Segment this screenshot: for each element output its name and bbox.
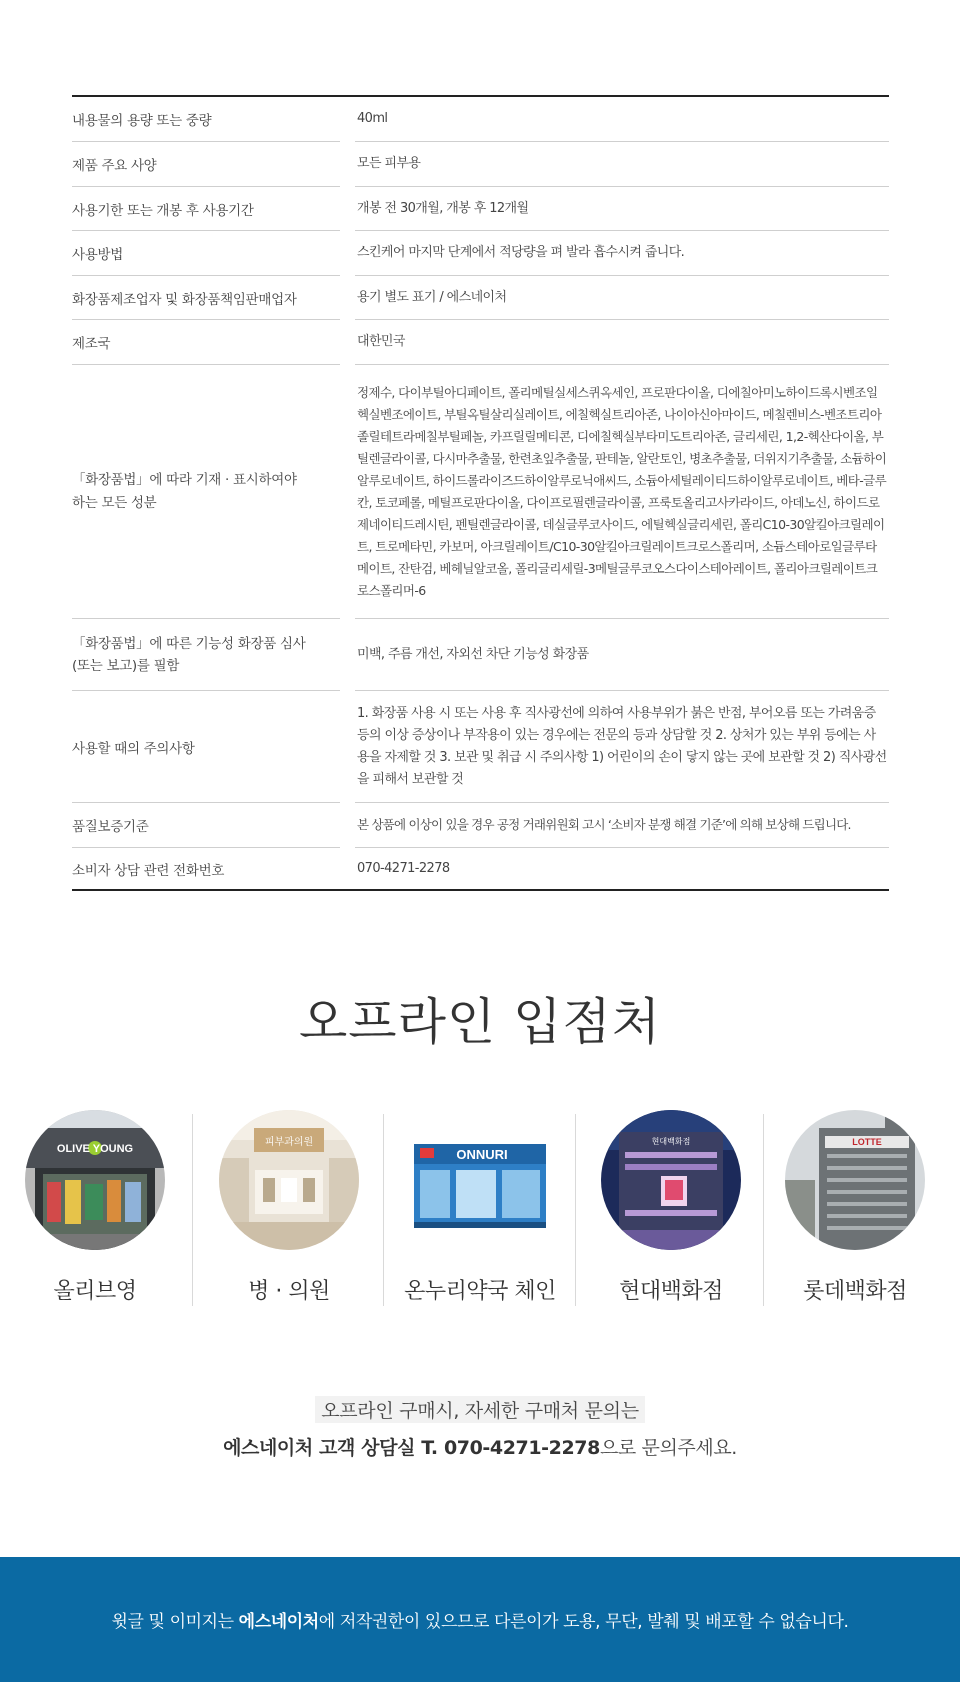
spec-row (72, 97, 889, 141)
spec-value: 대한민국 (355, 319, 889, 364)
copyright-brand: 에스네이처 (238, 1612, 319, 1632)
copyright-footer (0, 1557, 960, 1682)
store-item-hyundai (596, 1110, 746, 1305)
spec-row (72, 802, 889, 847)
spec-row (72, 230, 889, 275)
store-item-olive-young (20, 1110, 170, 1305)
spec-row (72, 364, 889, 618)
olive-young-store-photo (25, 1110, 165, 1250)
clinic-store-photo (219, 1110, 359, 1250)
store-item-lotte (780, 1110, 930, 1305)
spec-value: 스킨케어 마지막 단계에서 적당량을 펴 발라 흡수시켜 줍니다. (355, 230, 889, 275)
copyright-post: 에 저작권한이 있으므로 다른이가 도용, 무단, 발췌 및 배포할 수 없습니다. (318, 1612, 849, 1632)
spec-row (72, 141, 889, 186)
store-divider (192, 1114, 193, 1306)
spec-value: 070-4271-2278 (355, 847, 889, 889)
hyundai-store-photo (601, 1110, 741, 1250)
spec-label: 제품 주요 사양 (72, 141, 340, 186)
offline-contact-info (0, 1396, 960, 1460)
lotte-store-photo (785, 1110, 925, 1250)
store-sign: LOTTE (852, 1137, 882, 1147)
spec-row (72, 186, 889, 230)
store-label: 현대백화점 (619, 1279, 723, 1304)
store-label: 올리브영 (53, 1279, 137, 1304)
copyright-text (112, 1607, 849, 1632)
spec-value: 본 상품에 이상이 있을 경우 공정 거래위원회 고시 ‘소비자 분쟁 해결 기준’에 의해 보상해 드립니다. (355, 802, 889, 847)
spec-label: 사용할 때의 주의사항 (72, 690, 340, 802)
spec-label: 제조국 (72, 319, 340, 364)
contact-phone: 에스네이처 고객 상담실 T. 070-4271-2278 (223, 1437, 600, 1459)
spec-label: 화장품제조업자 및 화장품책임판매업자 (72, 275, 340, 319)
spec-label: 「화장품법」에 따라 기재 · 표시하여야 하는 모든 성분 (72, 364, 340, 618)
store-sign: 피부과의원 (264, 1137, 314, 1148)
store-item-clinic (214, 1110, 364, 1305)
spec-row (72, 618, 889, 690)
store-label: 롯데백화점 (803, 1279, 907, 1304)
spec-label: 「화장품법」에 따른 기능성 화장품 심사 (또는 보고)를 필함 (72, 618, 340, 690)
product-spec-table (72, 95, 889, 891)
contact-line-2-rest: 으로 문의주세요. (599, 1437, 737, 1459)
spec-label: 사용방법 (72, 230, 340, 275)
spec-label: 내용물의 용량 또는 중량 (72, 113, 212, 129)
spec-value: 개봉 전 30개월, 개봉 후 12개월 (355, 186, 889, 230)
spec-value: 40ml (357, 111, 388, 126)
spec-row (72, 319, 889, 364)
spec-value: 모든 피부용 (355, 141, 889, 186)
store-label: 병 · 의원 (248, 1279, 330, 1304)
store-label: 온누리약국 체인 (404, 1279, 556, 1304)
spec-label: 사용기한 또는 개봉 후 사용기간 (72, 186, 340, 230)
spec-value: 정제수, 다이부틸아디페이트, 폴리메틸실세스퀴옥세인, 프로판다이올, 디에칠아미노하이드록시벤조일헥실벤조에이트, 부틸옥틸살리실레이트, 에칠헥실트리아존, 나이아신아마이드, 메칠렌비스-벤조트리아졸릴테트라메칠부틸페놀, 카프릴릴메티콘, 디에칠헥실부타미도트리아존, 글리세린, 1,2-헥산다이올, 부틸렌글라이콜, 다시마추출물, 한련초잎추출물, 판테놀, 알란토인, 병초추출물, 더위지기추출물, 소듐하이알루로네이트, 하이드롤라이즈드하이알루로닉애씨드, 소듐아세틸레이티드하이알루로네이트, 베타-글루칸, 토코페롤, 메틸프로판다이올, 다이프로필렌글라이콜, 프룩토올리고사카라이드, 아데노신, 하이드로제네이티드레시틴, 펜틸렌글라이콜, 데실글루코사이드, 에틸헥실글리세린, 폴리C10-30알킬아크릴레이트, 트로메타민, 카보머, 아크릴레이트/C10-30알킬아크릴레이트크로스폴리머, 소듐스테아로일글루타메이트, 잔탄검, 베헤닐알코올, 폴리글리세릴-3메틸글루코오스다이스테아레이트, 폴리아크릴레이트크로스폴리머-6 (355, 364, 889, 618)
onnuri-store-photo (400, 1110, 560, 1250)
spec-label: 소비자 상담 관련 전화번호 (72, 847, 340, 889)
spec-row (72, 275, 889, 319)
spec-value: 용기 별도 표기 / 에스네이처 (355, 275, 889, 319)
store-item-onnuri (400, 1110, 560, 1305)
offline-store-list (0, 1110, 960, 1306)
spec-row (72, 690, 889, 802)
spec-value: 1. 화장품 사용 시 또는 사용 후 직사광선에 의하여 사용부위가 붉은 반점, 부어오름 또는 가려움증 등의 이상 증상이나 부작용이 있는 경우에는 전문의 등과 상담할 것 2. 상처가 있는 부위 등에는 사용을 자제할 것 3. 보관 및 취급 시 주의사항 1) 어린이의 손이 닿지 않는 곳에 보관할 것 2) 직사광선을 피해서 보관할 것 (355, 690, 889, 802)
contact-line-2 (0, 1433, 960, 1460)
spec-value: 미백, 주름 개선, 자외선 차단 기능성 화장품 (355, 618, 889, 690)
store-divider (575, 1114, 576, 1306)
spec-label: 품질보증기준 (72, 802, 340, 847)
store-sign: ONNURI (456, 1147, 508, 1162)
spec-row (72, 847, 889, 889)
copyright-pre: 윗글 및 이미지는 (111, 1612, 239, 1632)
store-divider (763, 1114, 764, 1306)
store-sign: OLIVE YOUNG (56, 1143, 134, 1155)
store-divider (383, 1114, 384, 1306)
store-sign: 현대백화점 (651, 1137, 691, 1146)
contact-line-1: 오프라인 구매시, 자세한 구매처 문의는 (315, 1396, 645, 1423)
offline-section-title: 오프라인 입점처 (299, 993, 661, 1051)
